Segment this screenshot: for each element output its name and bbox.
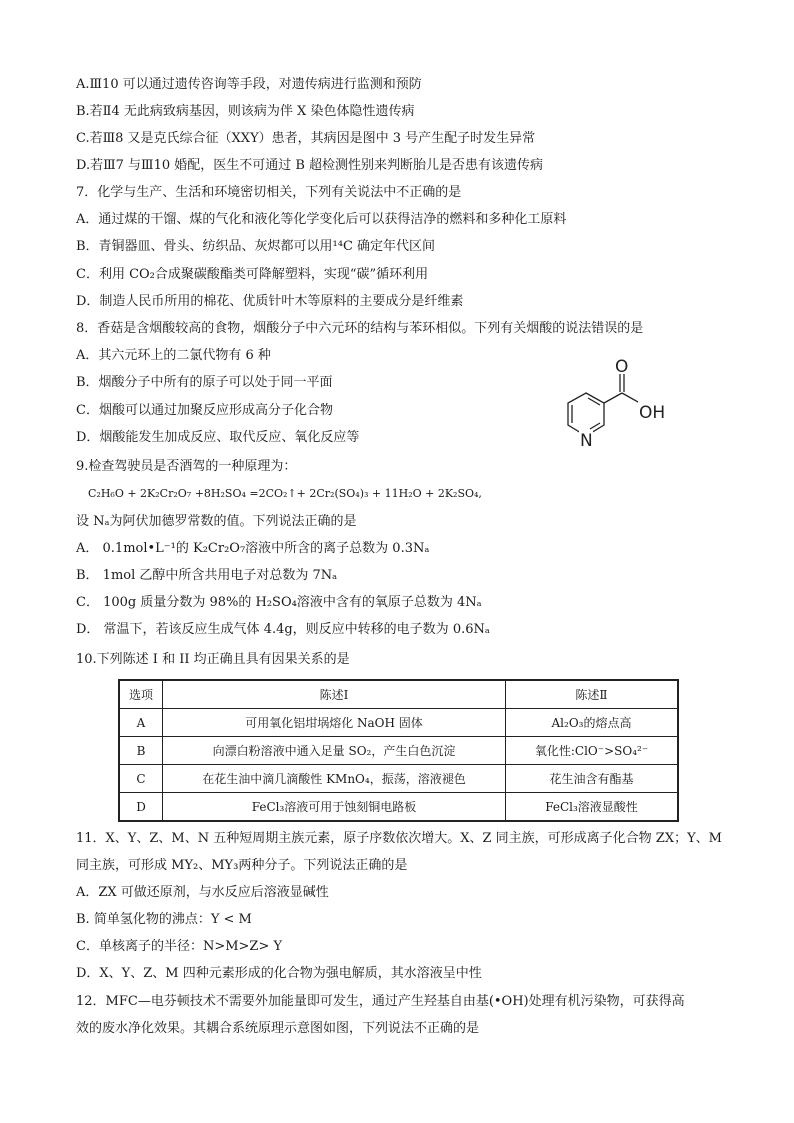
- question-11-option-c: C．单核离子的半径：N>M>Z> Y: [76, 939, 283, 954]
- question-7-option-a: A．通过煤的干馏、煤的气化和液化等化学变化后可以获得洁净的燃料和多种化工原料: [76, 212, 567, 227]
- nicotinic-acid-structure: [556, 350, 676, 460]
- table-cell: 向漂白粉溶液中通入足量 SO₂，产生白色沉淀: [163, 737, 506, 765]
- table-cell: FeCl₃溶液可用于蚀刻铜电路板: [163, 793, 506, 822]
- question-9-option-b: B． 1mol 乙醇中所含共用电子对总数为 7Nₐ: [76, 568, 338, 583]
- hydroxyl-label: OH: [639, 403, 666, 423]
- table-cell: B: [119, 737, 163, 765]
- question-8: 8．香菇是含烟酸较高的食物，烟酸分子中六元环的结构与苯环相似。下列有关烟酸的说法错误的是: [76, 321, 644, 336]
- question-7: 7．化学与生产、生活和环境密切相关，下列有关说法中不正确的是: [76, 185, 462, 200]
- table-cell: D: [119, 793, 163, 822]
- question-8-option-b: B．烟酸分子中所有的原子可以处于同一平面: [76, 375, 333, 390]
- table-header-row: [119, 680, 678, 709]
- line-option-a: A.Ⅲ10 可以通过遗传咨询等手段，对遗传病进行监测和预防: [76, 77, 422, 92]
- question-7-option-d: D．制造人民币所用的棉花、优质针叶木等原料的主要成分是纤维素: [76, 294, 464, 309]
- line-option-b: B.若Ⅱ4 无此病致病基因，则该病为伴 X 染色体隐性遗传病: [76, 104, 415, 119]
- question-12-line-1: 12．MFC—电芬顿技术不需要外加能量即可发生，通过产生羟基自由基(•OH)处理有机污染物，可获得高: [76, 994, 685, 1009]
- table-cell: C: [119, 765, 163, 793]
- question-8-option-a: A．其六元环上的二氯代物有 6 种: [76, 348, 271, 363]
- statement-table: [118, 679, 679, 822]
- question-12-line-2: 效的废水净化效果。其耦合系统原理示意图如图，下列说法不正确的是: [76, 1021, 480, 1036]
- table-row: [119, 765, 678, 793]
- question-10: 10.下列陈述 I 和 II 均正确且具有因果关系的是: [76, 652, 350, 667]
- oxygen-label: O: [615, 357, 629, 377]
- table-header: 陈述Ⅱ: [506, 680, 679, 709]
- question-11-option-b: B. 简单氢化物的沸点：Y < M: [76, 912, 252, 927]
- table-cell: Al₂O₃的熔点高: [506, 709, 679, 737]
- question-7-option-c: C．利用 CO₂合成聚碳酸酯类可降解塑料，实现“碳”循环利用: [76, 267, 429, 282]
- question-8-option-c: C．烟酸可以通过加聚反应形成高分子化合物: [76, 403, 333, 418]
- question-11-option-a: A．ZX 可做还原剂，与水反应后溶液显碱性: [76, 885, 329, 900]
- table-cell: 氧化性:ClO⁻>SO₄²⁻: [506, 737, 679, 765]
- question-9-option-a: A． 0.1mol•L⁻¹的 K₂Cr₂O₇溶液中所含的离子总数为 0.3Nₐ: [76, 541, 430, 556]
- table-row: [119, 737, 678, 765]
- question-11-line-2: 同主族，可形成 MY₂、MY₃两种分子。下列说法正确的是: [76, 858, 408, 873]
- question-9-equation: C₂H₆O + 2K₂Cr₂O₇ +8H₂SO₄ =2CO₂↑+ 2Cr₂(SO₄)₃ + 11H₂O + 2K₂SO₄,: [88, 487, 482, 500]
- table-header: 陈述Ⅰ: [163, 680, 506, 709]
- question-7-option-b: B．青铜器皿、骨头、纺织品、灰烬都可以用¹⁴C 确定年代区间: [76, 239, 436, 254]
- table-cell: 可用氧化铝坩埚熔化 NaOH 固体: [163, 709, 506, 737]
- question-11-line-1: 11．X、Y、Z、M、N 五种短周期主族元素，原子序数依次增大。X、Z 同主族，可形成离子化合物 ZX；Y、M: [76, 831, 722, 846]
- table-header: 选项: [119, 680, 163, 709]
- question-9: 9.检查驾驶员是否酒驾的一种原理为：: [76, 459, 297, 474]
- question-11-option-d: D．X、Y、Z、M 四种元素形成的化合物为强电解质，其水溶液呈中性: [76, 966, 482, 981]
- line-option-d: D.若Ⅲ7 与Ⅲ10 婚配，医生不可通过 B 超检测性别来判断胎儿是否患有该遗传病: [76, 158, 544, 173]
- nitrogen-label: N: [580, 431, 593, 451]
- question-9-stem: 设 Nₐ为阿伏加德罗常数的值。下列说法正确的是: [76, 514, 357, 529]
- table-cell: 在花生油中滴几滴酸性 KMnO₄，振荡，溶液褪色: [163, 765, 506, 793]
- question-8-option-d: D．烟酸能发生加成反应、取代反应、氧化反应等: [76, 430, 360, 445]
- table-row: [119, 709, 678, 737]
- table-row: [119, 793, 678, 822]
- table-cell: A: [119, 709, 163, 737]
- question-9-option-c: C． 100g 质量分数为 98%的 H₂SO₄溶液中含有的氧原子总数为 4Nₐ: [76, 595, 482, 610]
- question-9-option-d: D． 常温下，若该反应生成气体 4.4g，则反应中转移的电子数为 0.6Nₐ: [76, 622, 490, 637]
- table-cell: 花生油含有酯基: [506, 765, 679, 793]
- table-cell: FeCl₃溶液显酸性: [506, 793, 679, 822]
- line-option-c: C.若Ⅲ8 又是克氏综合征（XXY）患者，其病因是图中 3 号产生配子时发生异常: [76, 131, 536, 146]
